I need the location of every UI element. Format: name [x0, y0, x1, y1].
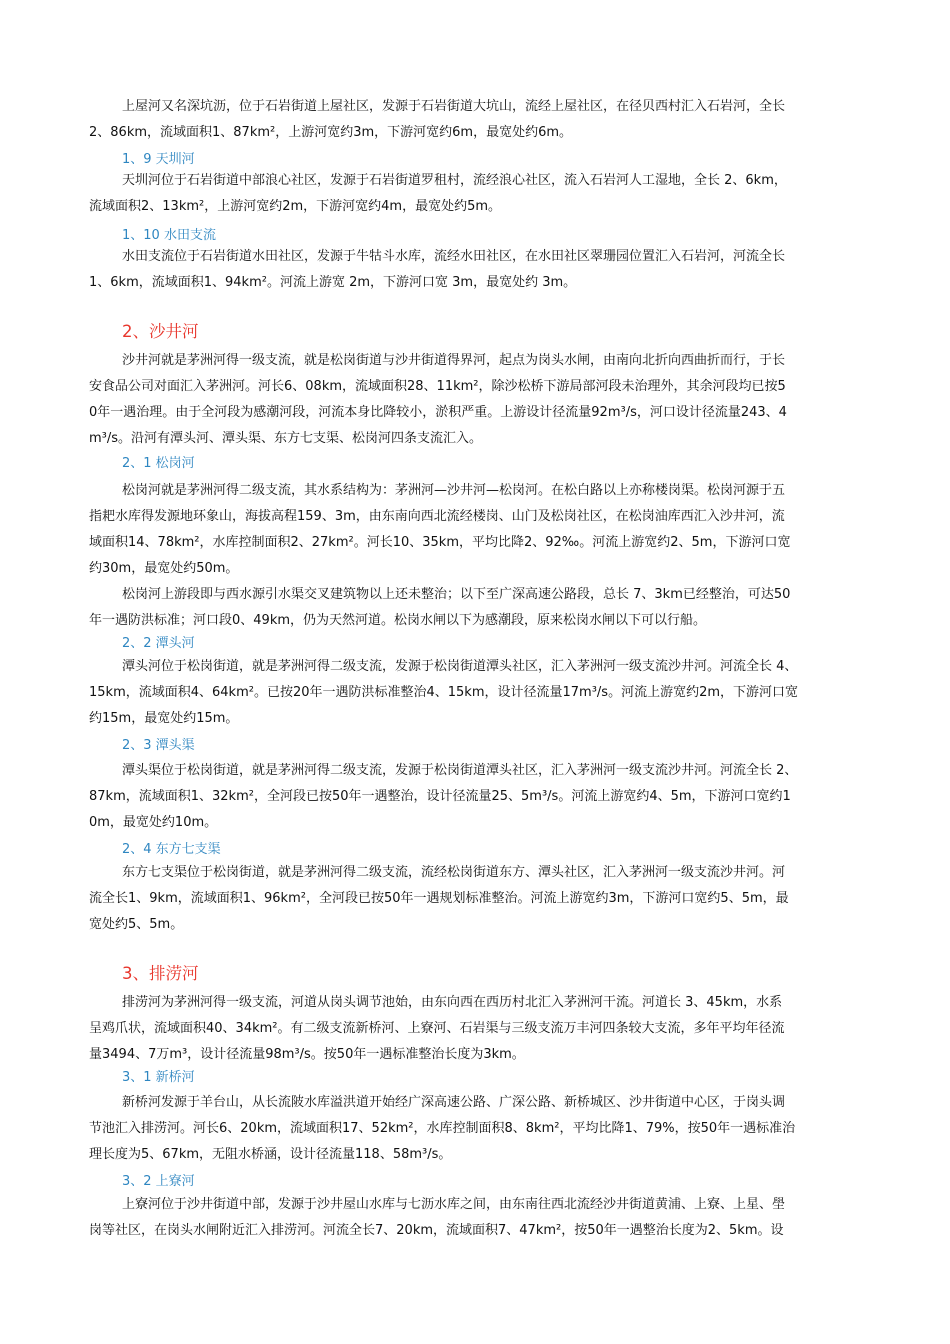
- paragraph-line: 上寮河位于沙井街道中部，发源于沙井屋山水库与七沥水库之间，由东南往西北流经沙井街道黄浦、上寮、上星、壆: [122, 1197, 786, 1212]
- section-heading: 3、排涝河: [122, 964, 199, 983]
- paragraph-line: 呈鸡爪状，流域面积40、34km²。有二级支流新桥河、上寮河、石岩渠与三级支流万丰河四条较大支流，多年平均年径流: [89, 1021, 785, 1036]
- paragraph-line: 1、6km，流域面积1、94km²。河流上游宽 2m，下游河口宽 3m，最宽处约 3m。: [89, 275, 577, 290]
- paragraph-line: 排涝河为茅洲河得一级支流，河道从岗头调节池始，由东向西在西历村北汇入茅洲河干流。河道长 3、45km，水系: [122, 995, 783, 1010]
- paragraph-line: 松岗河上游段即与西水源引水渠交叉建筑物以上还未整治；以下至广深高速公路段，总长 7、3km已经整治，可达50: [122, 587, 791, 602]
- paragraph-line: 约15m，最宽处约15m。: [89, 711, 239, 726]
- subsection-heading: 2、3 潭头渠: [122, 738, 195, 753]
- subsection-heading: 1、10 水田支流: [122, 228, 216, 243]
- subsection-heading: 2、4 东方七支渠: [122, 842, 221, 857]
- subsection-heading: 2、1 松岗河: [122, 456, 195, 471]
- paragraph-line: 水田支流位于石岩街道水田社区，发源于牛牯斗水库，流经水田社区，在水田社区翠珊园位置汇入石岩河，河流全长: [122, 249, 786, 264]
- paragraph-line: 松岗河就是茅洲河得二级支流，其水系结构为：茅洲河—沙井河—松岗河。在松白路以上亦称楼岗渠。松岗河源于五: [122, 483, 786, 498]
- paragraph-line: 指耙水库得发源地环象山，海拔高程159、3m，由东南向西北流经楼岗、山门及松岗社区，在松岗油库西汇入沙井河，流: [89, 509, 785, 524]
- subsection-heading: 1、9 天圳河: [122, 152, 195, 167]
- paragraph-line: 沙井河就是茅洲河得一级支流，就是松岗街道与沙井街道得界河，起点为岗头水闸，由南向北折向西曲折而行，于长: [122, 353, 786, 368]
- subsection-heading: 3、2 上寮河: [122, 1174, 195, 1189]
- paragraph-line: 东方七支渠位于松岗街道，就是茅洲河得二级支流，流经松岗街道东方、潭头社区，汇入茅洲河一级支流沙井河。河: [122, 865, 786, 880]
- paragraph-line: 0m，最宽处约10m。: [89, 815, 218, 830]
- subsection-heading: 2、2 潭头河: [122, 636, 195, 651]
- paragraph-line: 安食品公司对面汇入茅洲河。河长6、08km，流域面积28、11km²，除沙松桥下游局部河段未治理外，其余河段均已按5: [89, 379, 786, 394]
- section-heading: 2、沙井河: [122, 322, 199, 341]
- paragraph-line: 年一遇防洪标准；河口段0、49km，仍为天然河道。松岗水闸以下为感潮段，原来松岗水闸以下可以行船。: [89, 613, 707, 628]
- paragraph-line: 上屋河又名深坑沥，位于石岩街道上屋社区，发源于石岩街道大坑山，流经上屋社区，在径贝西村汇入石岩河，全长: [122, 99, 786, 114]
- paragraph-line: 15km，流域面积4、64km²。已按20年一遇防洪标准整治4、15km，设计径流量17m³/s。河流上游宽约2m，下游河口宽: [89, 685, 799, 700]
- paragraph-line: 域面积14、78km²，水库控制面积2、27km²。河长10、35km，平均比降2、92‰。河流上游宽约2、5m，下游河口宽: [89, 535, 791, 550]
- paragraph-line: 新桥河发源于羊台山，从长流陂水库溢洪道开始经广深高速公路、广深公路、新桥城区、沙井街道中心区，于岗头调: [122, 1095, 786, 1110]
- paragraph-line: 潭头渠位于松岗街道，就是茅洲河得二级支流，发源于松岗街道潭头社区，汇入茅洲河一级支流沙井河。河流全长 2、: [122, 763, 798, 778]
- paragraph-line: 流域面积2、13km²，上游河宽约2m，下游河宽约4m，最宽处约5m。: [89, 199, 502, 214]
- paragraph-line: 2、86km，流域面积1、87km²，上游河宽约3m，下游河宽约6m，最宽处约6m。: [89, 125, 573, 140]
- paragraph-line: 岗等社区，在岗头水闸附近汇入排涝河。河流全长7、20km，流域面积7、47km²，按50年一遇整治长度为2、5km。设: [89, 1223, 784, 1238]
- paragraph-line: 理长度为5、67km，无阻水桥涵，设计径流量118、58m³/s。: [89, 1147, 452, 1162]
- paragraph-line: 节池汇入排涝河。河长6、20km，流域面积17、52km²，水库控制面积8、8km²，平均比降1、79%，按50年一遇标准治: [89, 1121, 796, 1136]
- paragraph-line: 量3494、7万m³，设计径流量98m³/s。按50年一遇标准整治长度为3km。: [89, 1047, 525, 1062]
- paragraph-line: 87km，流域面积1、32km²，全河段已按50年一遇整治，设计径流量25、5m³/s。河流上游宽约4、5m，下游河口宽约1: [89, 789, 791, 804]
- paragraph-line: 约30m，最宽处约50m。: [89, 561, 239, 576]
- paragraph-line: 0年一遇治理。由于全河段为感潮河段，河流本身比降较小，淤积严重。上游设计径流量92m³/s，河口设计径流量243、4: [89, 405, 787, 420]
- paragraph-line: 流全长1、9km，流域面积1、96km²，全河段已按50年一遇规划标准整治。河流上游宽约3m，下游河口宽约5、5m，最: [89, 891, 789, 906]
- paragraph-line: 天圳河位于石岩街道中部浪心社区，发源于石岩街道罗租村，流经浪心社区，流入石岩河人工湿地，全长 2、6km，: [122, 173, 787, 188]
- paragraph-line: 宽处约5、5m。: [89, 917, 184, 932]
- subsection-heading: 3、1 新桥河: [122, 1070, 195, 1085]
- paragraph-line: m³/s。沿河有潭头河、潭头渠、东方七支渠、松岗河四条支流汇入。: [89, 431, 483, 446]
- paragraph-line: 潭头河位于松岗街道，就是茅洲河得二级支流，发源于松岗街道潭头社区，汇入茅洲河一级支流沙井河。河流全长 4、: [122, 659, 798, 674]
